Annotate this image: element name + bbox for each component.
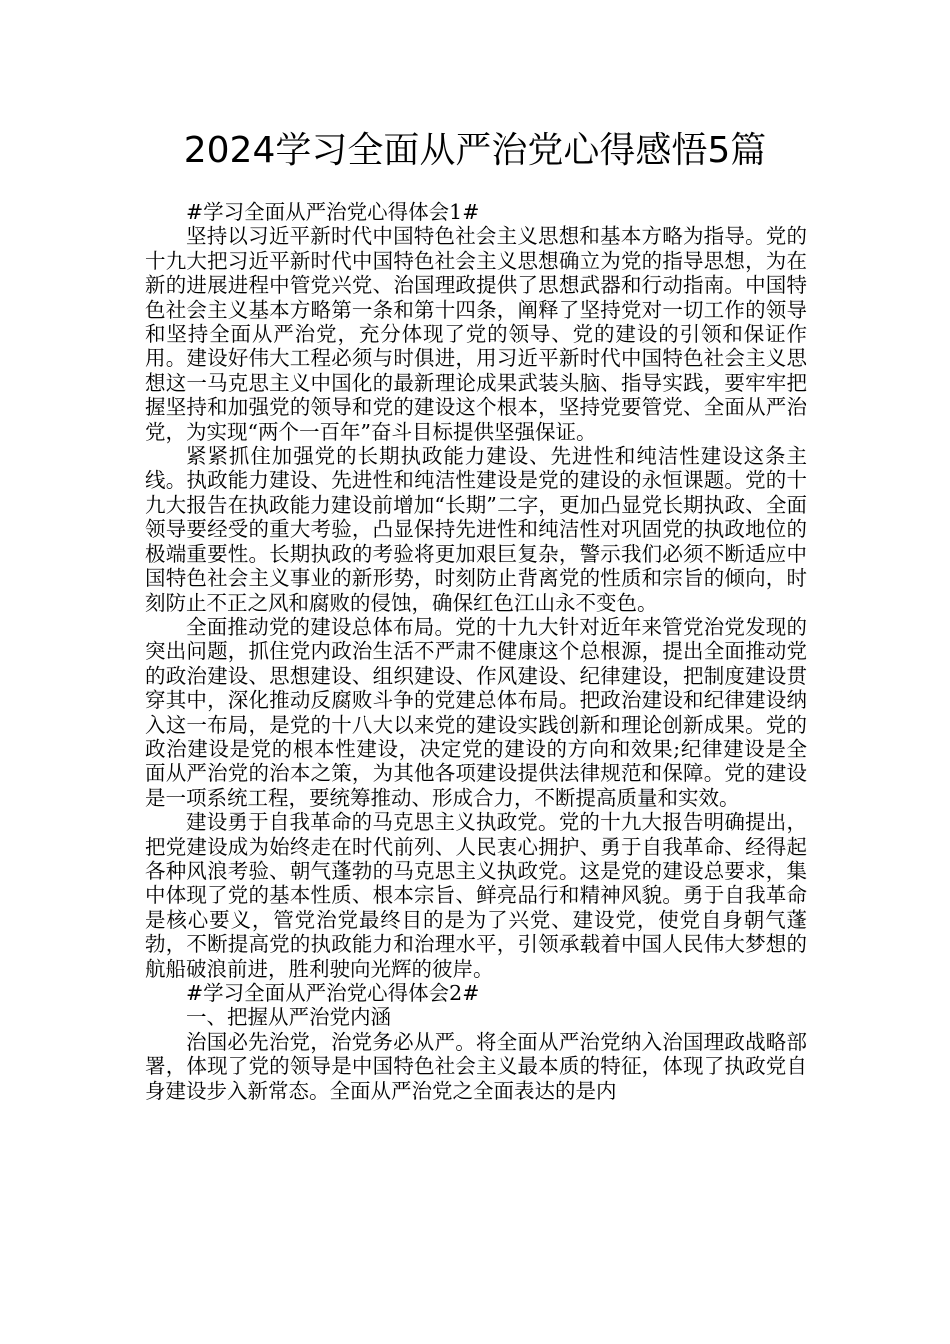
paragraph: 治国必先治党，治党务必从严。将全面从严治党纳入治国理政战略部署，体现了党的领导是中国特色社会主义最本质的特征，体现了执政党自身建设步入新常态。全面从严治党之全面表达的是内 (145, 1029, 807, 1103)
subsection-heading: 一、把握从严治党内涵 (186, 1005, 391, 1030)
document-title: 2024学习全面从严治党心得感悟5篇 (183, 130, 767, 171)
section-heading-1: #学习全面从严治党心得体会1# (186, 200, 480, 224)
paragraph: 紧紧抓住加强党的长期执政能力建设、先进性和纯洁性建设这条主线。执政能力建设、先进性和纯洁性建设是党的建设的永恒课题。党的十九大报告在执政能力建设前增加“长期”二字，更加凸显党长期执政、全面领导要经受的重大考验，凸显保持先进性和纯洁性对巩固党的执政地位的极端重要性。长期执政的考验将更加艰巨复杂，警示我们必须不断适应中国特色社会主义事业的新形势，时刻防止背离党的性质和宗旨的倾向，时刻防止不正之风和腐败的侵蚀，确保红色江山永不变色。 (145, 444, 807, 615)
section-heading-2: #学习全面从严治党心得体会2# (186, 981, 480, 1005)
paragraph: 坚持以习近平新时代中国特色社会主义思想和基本方略为指导。党的十九大把习近平新时代中国特色社会主义思想确立为党的指导思想，为在新的进展进程中管党兴党、治国理政提供了思想武器和行动指南。中国特色社会主义基本方略第一条和第十四条，阐释了坚持党对一切工作的领导和坚持全面从严治党，充分体现了党的领导、党的建设的引领和保证作用。建设好伟大工程必须与时俱进，用习近平新时代中国特色社会主义思想这一马克思主义中国化的最新理论成果武装头脑、指导实践，要牢牢把握坚持和加强党的领导和党的建设这个根本，坚持党要管党、全面从严治党，为实现“两个一百年”奋斗目标提供坚强保证。 (145, 224, 807, 444)
document-body (145, 200, 807, 1103)
paragraph: 建设勇于自我革命的马克思主义执政党。党的十九大报告明确提出，把党建设成为始终走在时代前列、人民衷心拥护、勇于自我革命、经得起各种风浪考验、朝气蓬勃的马克思主义执政党。这是党的建设总要求，集中体现了党的基本性质、根本宗旨、鲜亮品行和精神风貌。勇于自我革命是核心要义，管党治党最终目的是为了兴党、建设党，使党自身朝气蓬勃，不断提高党的执政能力和治理水平，引领承载着中国人民伟大梦想的航船破浪前进，胜利驶向光辉的彼岸。 (145, 810, 807, 981)
paragraph: 全面推动党的建设总体布局。党的十九大针对近年来管党治党发现的突出问题，抓住党内政治生活不严肃不健康这个总根源，提出全面推动党的政治建设、思想建设、组织建设、作风建设、纪律建设，把制度建设贯穿其中，深化推动反腐败斗争的党建总体布局。把政治建设和纪律建设纳入这一布局，是党的十八大以来党的建设实践创新和理论创新成果。党的政治建设是党的根本性建设，决定党的建设的方向和效果;纪律建设是全面从严治党的治本之策，为其他各项建设提供法律规范和保障。党的建设是一项系统工程，要统筹推动、形成合力，不断提高质量和实效。 (145, 614, 807, 810)
